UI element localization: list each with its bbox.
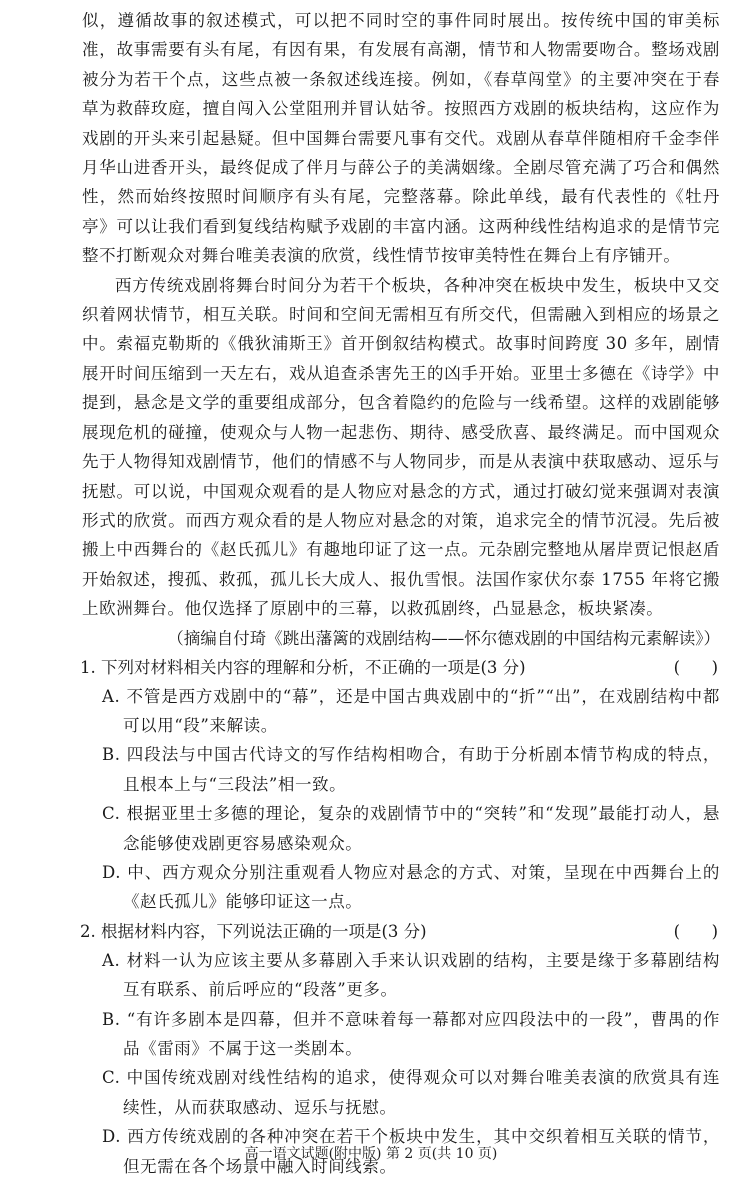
option-c: C. 根据亚里士多德的理论，复杂的戏剧情节中的“突转”和“发现”最能打动人，悬念能够使戏剧更容易感染观众。	[102, 804, 720, 853]
answer-blank: ( )	[673, 921, 718, 941]
question-2	[82, 917, 720, 1181]
passage-source: （摘编自付琦《跳出藩篱的戏剧结构——怀尔德戏剧的中国结构元素解读》）	[167, 628, 720, 648]
answer-blank: ( )	[673, 657, 718, 677]
option-d: D. 中、西方观众分别注重观看人物应对悬念的方式、对策，呈现在中西舞台上的《赵氏孤儿》能够印证这一点。	[102, 862, 720, 912]
passage-paragraph-2: 西方传统戏剧将舞台时间分为若干个板块，各种冲突在板块中发生，板块中又交织着网状情节，相互关联。时间和空间无需相互有所交代，但需融入到相应的场景之中。索福克勒斯的《俄狄浦斯王》首开倒叙结构模式。故事时间跨度 30 多年，剧情展开时间压缩到一天左右，戏从追查杀害先王的凶手开始。亚里士多德在《诗学》中提到，悬念是文学的重要组成部分，包含着隐约的危险与一线希望。这样的戏剧能够展现危机的碰撞，使观众与人物一起悲伤、期待、感受欣喜、最终满足。而中国观众先于人物得知戏剧情节，他们的情感不与人物同步，而是从表演中获取感动、逗乐与抚慰。可以说，中国观众观看的是人物应对悬念的方式，通过打破幻觉来强调对表演形式的欣赏。而西方观众看的是人物应对悬念的对策，追求完全的情节沉浸。先后被搬上中西舞台的《赵氏孤儿》有趣地印证了这一点。元杂剧完整地从屠岸贾记恨赵盾开始叙述，搜孤、救孤，孤儿长大成人、报仇雪恨。法国作家伏尔泰 1755 年将它搬上欧洲舞台。他仅选择了原剧中的三幕，以救孤剧终，凸显悬念，板块紧凑。	[82, 275, 720, 619]
option-b: B. “有许多剧本是四幕，但并不意味着每一幕都对应四段法中的一段”，曹禺的作品《雷雨》不属于这一类剧本。	[102, 1009, 720, 1058]
option-a: A. 材料一认为应该主要从多幕剧入手来认识戏剧的结构，主要是缘于多幕剧结构互有联系、前后呼应的“段落”更多。	[102, 950, 720, 1000]
option-b: B. 四段法与中国古代诗文的写作结构相吻合，有助于分析剧本情节构成的特点，且根本上与“三段法”相一致。	[102, 745, 720, 794]
page-footer: 高一语文试题(附中版) 第 2 页(共 10 页)	[244, 1146, 498, 1162]
question-2-stem-row	[80, 917, 720, 946]
question-1	[82, 653, 720, 917]
option-c: C. 中国传统戏剧对线性结构的追求，使得观众可以对舞台唯美表演的欣赏具有连续性，从而获取感动、逗乐与抚慰。	[102, 1068, 720, 1117]
question-2-stem: 2. 根据材料内容，下列说法正确的一项是(3 分)	[80, 921, 427, 941]
option-a: A. 不管是西方戏剧中的“幕”，还是中国古典戏剧中的“折”“出”，在戏剧结构中都可以用“段”来解读。	[102, 686, 720, 735]
option-d: D. 西方传统戏剧的各种冲突在若干个板块中发生，其中交织着相互关联的情节，但无需在各个场景中融入时间线索。	[102, 1127, 720, 1176]
question-1-stem-row	[80, 653, 720, 682]
question-1-stem: 1. 下列对材料相关内容的理解和分析，不正确的一项是(3 分)	[80, 657, 526, 677]
passage-paragraph-1: 似，遵循故事的叙述模式，可以把不同时空的事件同时展出。按传统中国的审美标准，故事需要有头有尾，有因有果，有发展有高潮，情节和人物需要吻合。整场戏剧被分为若干个点，这些点被一条叙述线连接。例如，《春草闯堂》的主要冲突在于春草为救薛玫庭，擅自闯入公堂阻刑并冒认姑爷。按照西方戏剧的板块结构，这应作为戏剧的开头来引起悬疑。但中国舞台需要凡事有交代。戏剧从春草伴随相府千金李伴月华山进香开头，最终促成了伴月与薛公子的美满姻缘。全剧尽管充满了巧合和偶然性，然而始终按照时间顺序有头有尾，完整落幕。除此单线，最有代表性的《牡丹亭》可以让我们看到复线结构赋予戏剧的丰富内涵。这两种线性结构追求的是情节完整不打断观众对舞台唯美表演的欣赏，线性情节按审美特性在舞台上有序铺开。	[82, 11, 720, 266]
